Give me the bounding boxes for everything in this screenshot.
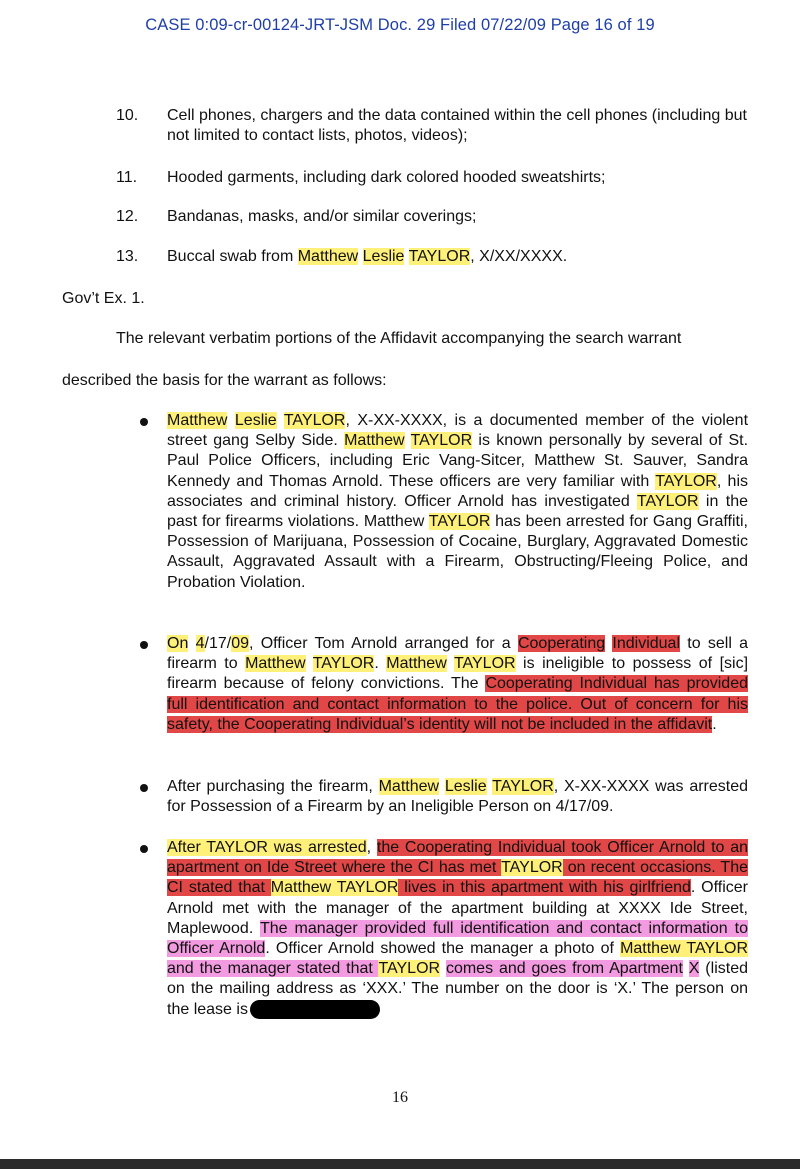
text-run: , X-XX-XXXX was arrested for Possession of a Firearm by an Ineligible Person on 4/17/09. (167, 778, 749, 816)
intro-line-2: described the basis for the warrant as follows: (62, 372, 387, 389)
text-run: . (374, 655, 387, 673)
list-text (167, 247, 757, 267)
affidavit-bullet-4 (167, 838, 748, 1020)
text-run: , his associates and criminal history. Officer Arnold has investigated (167, 472, 749, 510)
highlighted-informant: on recent occasions. The CI stated that (167, 859, 748, 897)
text-run: . (712, 715, 717, 733)
list-number: 10. (116, 107, 139, 124)
highlighted-name: Matthew (386, 655, 447, 673)
bullet-dot (140, 845, 148, 853)
highlighted-name: TAYLOR (655, 472, 717, 490)
highlighted-informant: the Cooperating Individual took Officer Arnold to an apartment on Ide Street where the CI has met (167, 839, 748, 877)
affidavit-bullet-3 (167, 777, 748, 817)
highlighted-text: 09 (231, 635, 249, 652)
highlighted-name: TAYLOR (453, 655, 516, 673)
text-run: , (366, 839, 377, 856)
highlighted-name: TAYLOR (492, 778, 554, 795)
page-number: 16 (392, 1089, 408, 1106)
text-run: /17/ (204, 635, 232, 652)
text-run: to sell a firearm to (167, 635, 749, 673)
case-header: CASE 0:09-cr-00124-JRT-JSM Doc. 29 Filed 07/22/09 Page 16 of 19 (145, 16, 655, 34)
highlighted-name: TAYLOR (312, 655, 375, 673)
highlighted-informant: Individual (612, 635, 681, 652)
bullet-dot (140, 418, 148, 426)
highlighted-name: Leslie (362, 248, 405, 265)
affidavit-bullet-1 (167, 411, 748, 593)
exhibit-citation: Gov’t Ex. 1. (62, 290, 145, 307)
list-text: Cell phones, chargers and the data contained within the cell phones (including but not limited to contact lists, photos, videos); (167, 107, 747, 144)
text-run: After purchasing the firearm, (167, 778, 379, 795)
highlighted-informant: lives in this apartment with his girlfriend (398, 879, 691, 897)
list-text: Bandanas, masks, and/or similar coverings; (167, 208, 477, 225)
text-run: , Officer Tom Arnold arranged for a (249, 635, 518, 652)
highlighted-name: TAYLOR (428, 513, 491, 531)
text-run (683, 960, 689, 977)
text-run: (listed on the mailing address as ‘XXX.’ The number on the door is ‘X.’ The person on the lease is (167, 960, 748, 1018)
text-run: is known personally by several of St. Paul Police Officers, including Eric Vang-Sitcer, Matthew St. Sauver, Sandra Kennedy and Thomas Arnold. These officers are very familiar with (167, 432, 749, 490)
text-run: . Officer Arnold showed the manager a photo of (265, 940, 621, 958)
highlighted-name: Matthew (344, 432, 405, 450)
highlighted-informant: Cooperating (517, 635, 606, 652)
highlighted-informant: Cooperating Individual has provided full identification and contact information to the police. Out of concern for his safety, the Cooperating Individual’s identity will not be included in the affidavit (167, 675, 749, 733)
highlighted-name: TAYLOR (408, 248, 471, 265)
highlighted-text: On (167, 635, 189, 652)
highlighted-manager: X (688, 960, 700, 978)
bullet-dot (140, 641, 148, 649)
text-run: . Officer Arnold met with the manager of the apartment building at XXXX Ide Street, Maplewood. (167, 879, 749, 937)
text-run: Buccal swab from (167, 248, 298, 265)
highlighted-name: Matthew (297, 248, 359, 265)
text-run: , X-XX-XXXX, is a documented member of the violent street gang Selby Side. (167, 412, 749, 450)
list-number: 11. (116, 169, 138, 186)
highlighted-text: 4 (195, 635, 205, 652)
text-run: is ineligible to possess of [sic] firearm because of felony convictions. The (167, 655, 749, 693)
highlighted-manager: and the manager stated that (167, 960, 379, 978)
viewer-bottom-bar (0, 1159, 800, 1169)
highlighted-name: Matthew (167, 412, 228, 429)
highlighted-manager: comes and goes from Apartment (445, 960, 683, 978)
highlighted-name: Matthew (378, 778, 440, 795)
highlighted-text: After TAYLOR was arrested (167, 839, 367, 856)
highlighted-name: TAYLOR (283, 412, 346, 429)
intro-line-1: The relevant verbatim portions of the Affidavit accompanying the search warrant (116, 330, 682, 347)
list-number: 13. (116, 248, 139, 265)
list-text: Hooded garments, including dark colored hooded sweatshirts; (167, 169, 606, 186)
highlighted-manager: The manager provided full identification and contact information to Officer Arnold (167, 919, 749, 958)
highlighted-name: TAYLOR (378, 960, 441, 978)
highlighted-name: Matthew TAYLOR (270, 879, 399, 897)
highlighted-name: Matthew (245, 655, 306, 673)
text-run: has been arrested for Gang Graffiti, Possession of Marijuana, Possession of Cocaine, Burglary, Aggravated Domestic Assault, Aggravated Assault with a Firearm, Obstructing/Fleeing Police, and Probation Violation. (167, 513, 748, 591)
highlighted-name: TAYLOR (501, 859, 563, 877)
highlighted-name: TAYLOR (636, 492, 699, 510)
redaction-mark (250, 1000, 380, 1019)
list-number: 12. (116, 208, 139, 225)
text-run: , X/XX/XXXX. (470, 248, 568, 265)
bullet-dot (140, 784, 148, 792)
affidavit-bullet-2 (167, 634, 748, 735)
highlighted-name: Matthew TAYLOR (620, 940, 749, 958)
highlighted-name: Leslie (234, 412, 277, 429)
highlighted-name: TAYLOR (410, 432, 473, 450)
highlighted-name: Leslie (444, 778, 487, 795)
text-run: in the past for firearms violations. Matthew (167, 492, 748, 531)
